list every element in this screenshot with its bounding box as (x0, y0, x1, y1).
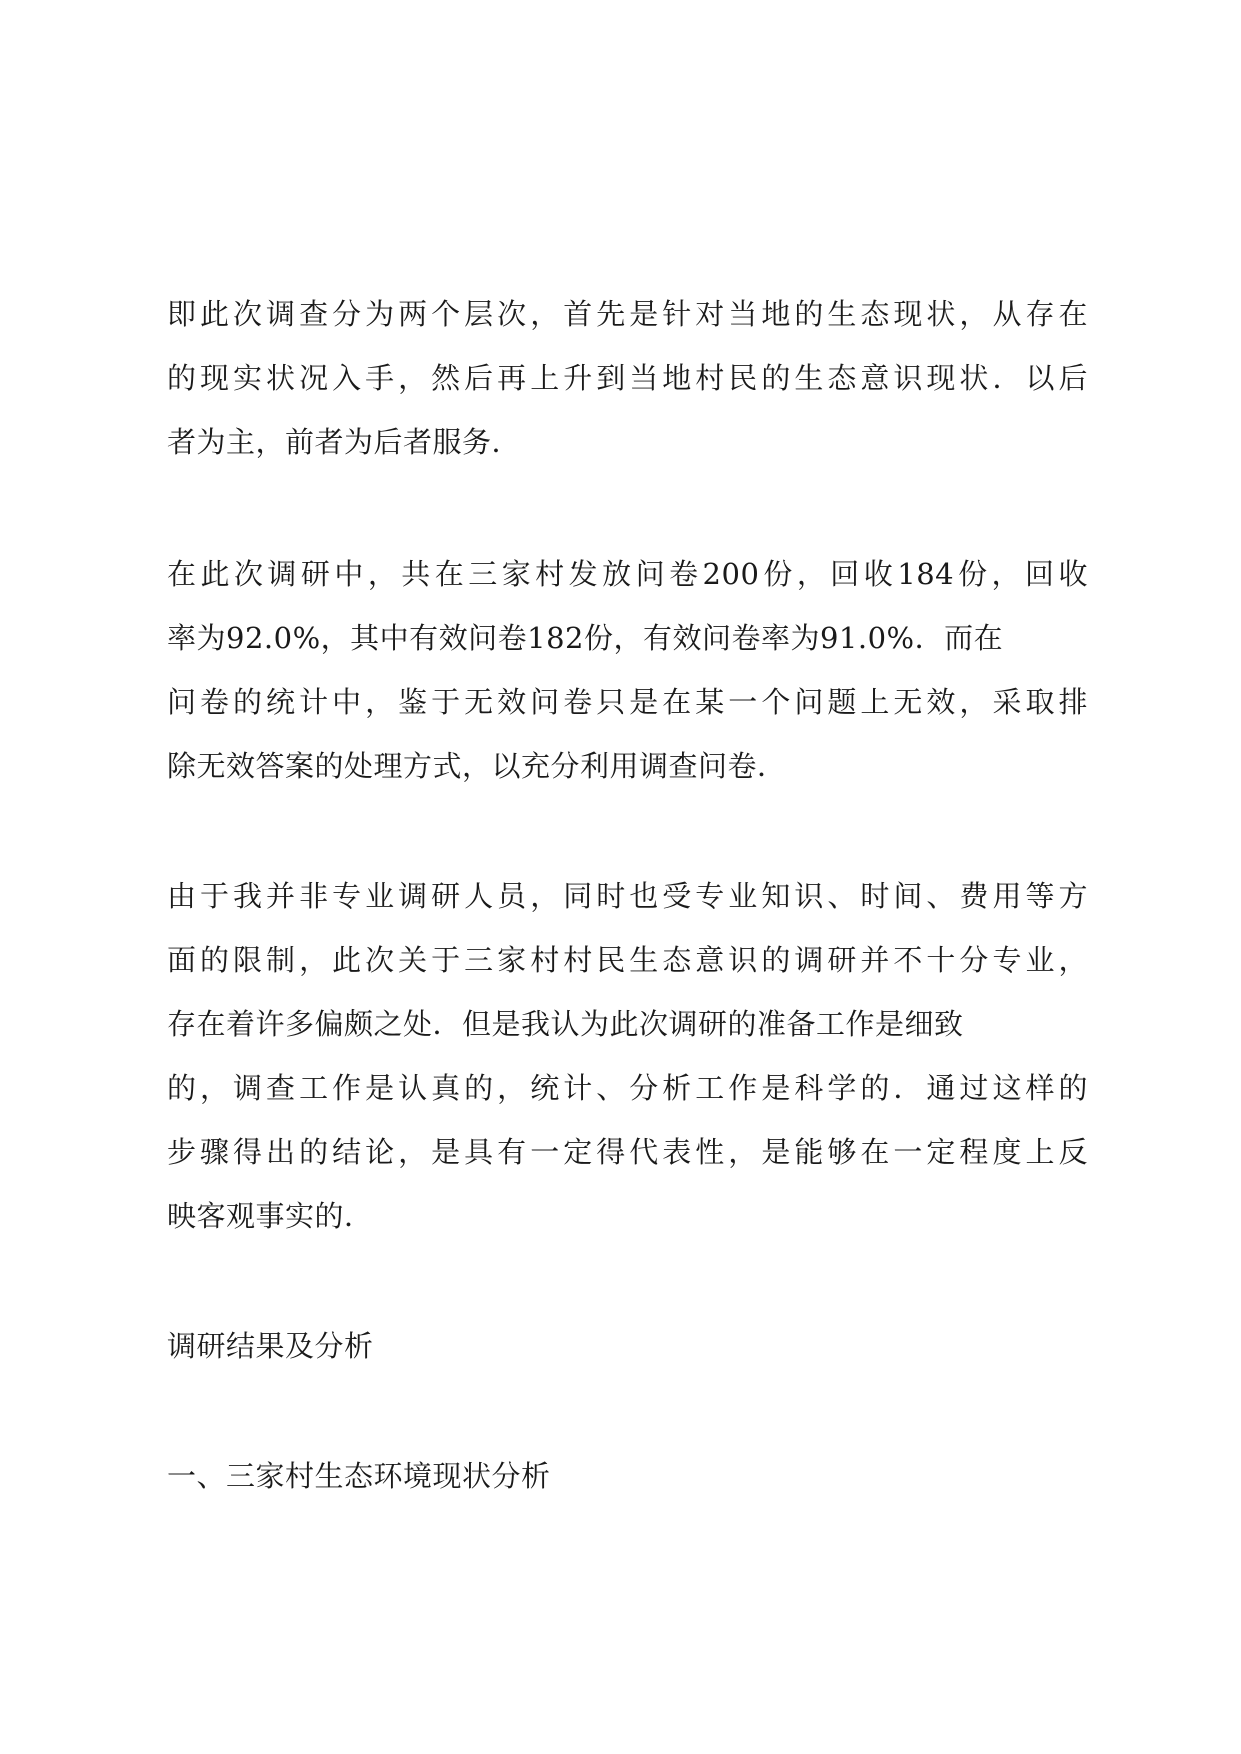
paragraph-3-line-4: 的，调查工作是认真的，统计、分析工作是科学的．通过这样的 (167, 1071, 1088, 1105)
paragraph-1-line-2: 的现实状况入手，然后再上升到当地村民的生态意识现状．以后 (167, 361, 1088, 395)
paragraph-3-line-5: 步骤得出的结论，是具有一定得代表性，是能够在一定程度上反 (167, 1135, 1088, 1169)
paragraph-3-line-3: 存在着许多偏颇之处．但是我认为此次调研的准备工作是细致 (167, 1007, 964, 1041)
paragraph-1-line-3: 者为主，前者为后者服务． (167, 425, 522, 459)
paragraph-3-line-1: 由于我并非专业调研人员，同时也受专业知识、时间、费用等方 (167, 879, 1088, 913)
paragraph-2-line-3: 问卷的统计中，鉴于无效问卷只是在某一个问题上无效，采取排 (167, 685, 1088, 719)
paragraph-2-line-4: 除无效答案的处理方式，以充分利用调查问卷． (167, 749, 787, 783)
section-heading: 调研结果及分析 (167, 1329, 374, 1363)
paragraph-3-line-6: 映客观事实的． (167, 1199, 374, 1233)
subsection-heading: 一、三家村生态环境现状分析 (167, 1459, 551, 1493)
paragraph-1-line-1: 即此次调查分为两个层次，首先是针对当地的生态现状，从存在 (167, 297, 1088, 331)
paragraph-2-line-2: 率为92.0%，其中有效问卷182份，有效问卷率为91.0%．而在 (167, 621, 1004, 655)
paragraph-3-line-2: 面的限制，此次关于三家村村民生态意识的调研并不十分专业， (167, 943, 1088, 977)
paragraph-2-line-1: 在此次调研中，共在三家村发放问卷200份，回收184份，回收 (167, 557, 1088, 591)
